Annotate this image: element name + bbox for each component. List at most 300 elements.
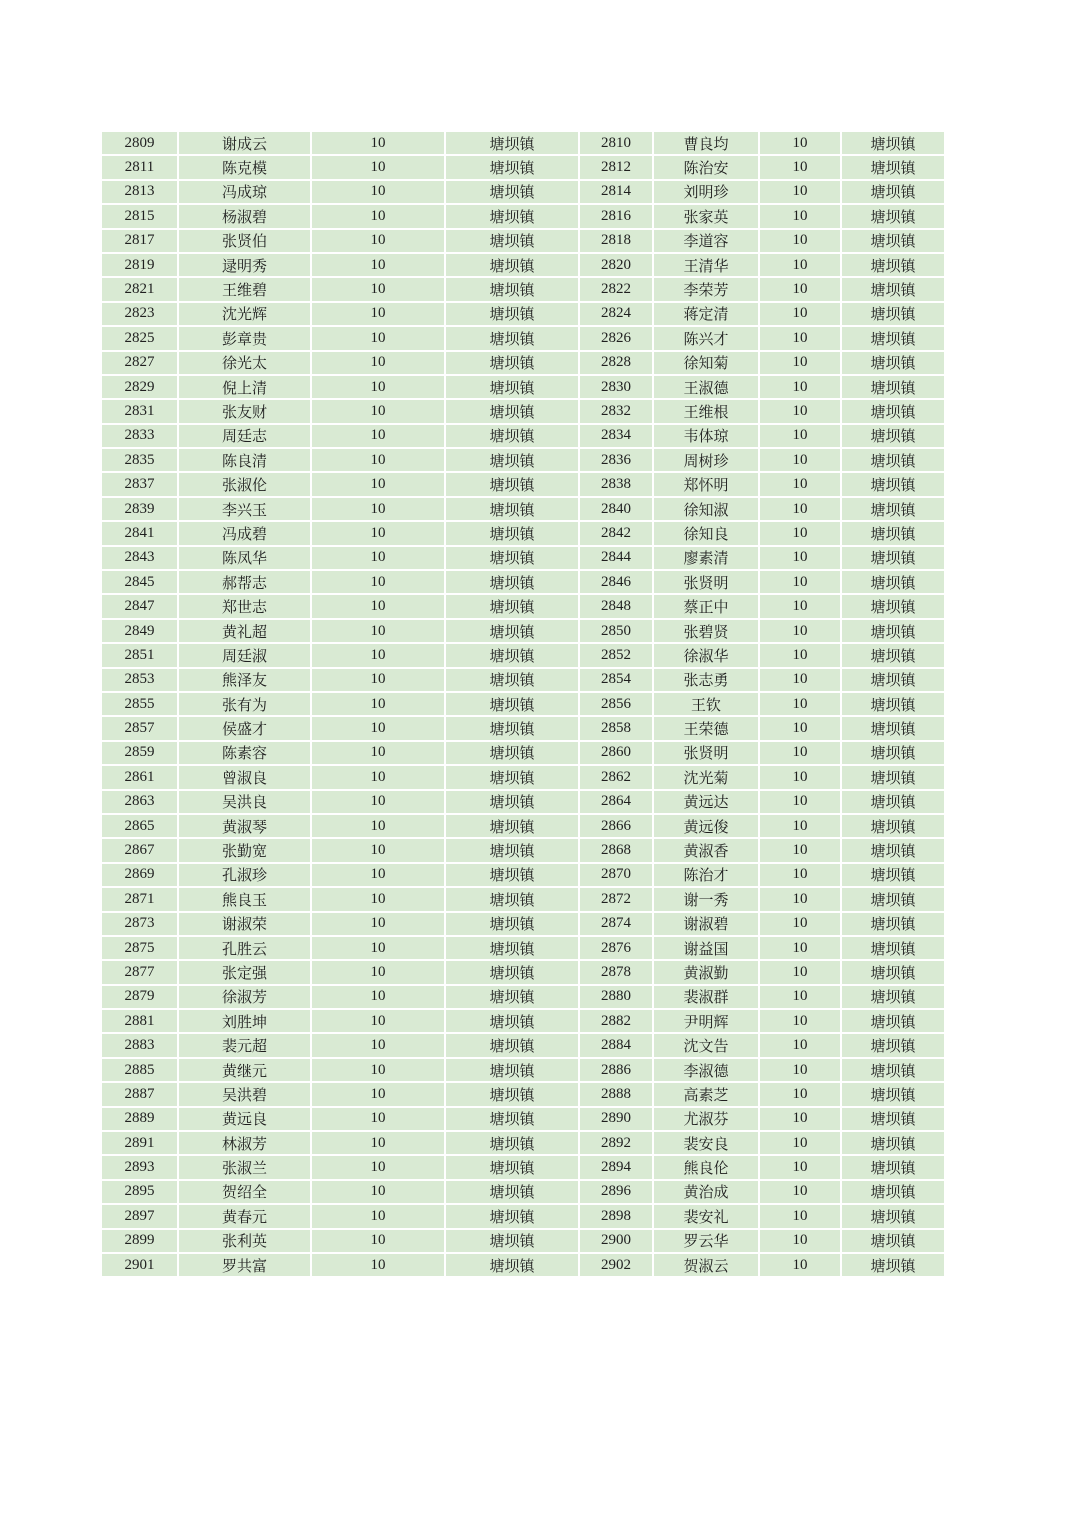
cell-id: 2881: [101, 1009, 178, 1033]
cell-town: 塘坝镇: [841, 716, 945, 740]
table-row: [101, 594, 945, 618]
cell-name: 黄淑琴: [178, 814, 311, 838]
cell-id: 2823: [101, 302, 178, 326]
table-row: [101, 643, 945, 667]
cell-id: 2844: [579, 546, 653, 570]
cell-score: 10: [311, 351, 445, 375]
cell-name: 熊泽友: [178, 668, 311, 692]
table-row: [101, 399, 945, 423]
cell-town: 塘坝镇: [841, 814, 945, 838]
cell-town: 塘坝镇: [445, 1253, 579, 1277]
cell-id: 2876: [579, 936, 653, 960]
cell-score: 10: [759, 326, 841, 350]
cell-id: 2831: [101, 399, 178, 423]
cell-id: 2874: [579, 912, 653, 936]
cell-town: 塘坝镇: [841, 1180, 945, 1204]
table-row: [101, 229, 945, 253]
cell-name: 徐知良: [653, 521, 759, 545]
cell-name: 徐知淑: [653, 497, 759, 521]
cell-id: 2883: [101, 1033, 178, 1057]
cell-town: 塘坝镇: [445, 424, 579, 448]
cell-town: 塘坝镇: [445, 985, 579, 1009]
cell-score: 10: [759, 399, 841, 423]
table-row: [101, 375, 945, 399]
cell-score: 10: [311, 1033, 445, 1057]
cell-town: 塘坝镇: [841, 1009, 945, 1033]
cell-town: 塘坝镇: [445, 253, 579, 277]
cell-id: 2845: [101, 570, 178, 594]
cell-id: 2898: [579, 1204, 653, 1228]
cell-town: 塘坝镇: [445, 887, 579, 911]
cell-name: 李兴玉: [178, 497, 311, 521]
table-row: [101, 302, 945, 326]
table-row: [101, 814, 945, 838]
cell-score: 10: [311, 1180, 445, 1204]
cell-id: 2814: [579, 180, 653, 204]
cell-score: 10: [759, 131, 841, 155]
cell-id: 2830: [579, 375, 653, 399]
cell-town: 塘坝镇: [445, 180, 579, 204]
cell-score: 10: [311, 960, 445, 984]
cell-town: 塘坝镇: [445, 1155, 579, 1179]
cell-town: 塘坝镇: [841, 277, 945, 301]
cell-town: 塘坝镇: [841, 1131, 945, 1155]
cell-score: 10: [759, 351, 841, 375]
cell-town: 塘坝镇: [841, 229, 945, 253]
cell-score: 10: [311, 668, 445, 692]
table-row: [101, 326, 945, 350]
cell-name: 孔淑珍: [178, 863, 311, 887]
cell-town: 塘坝镇: [445, 1180, 579, 1204]
cell-name: 冯成碧: [178, 521, 311, 545]
table-row: [101, 546, 945, 570]
cell-id: 2848: [579, 594, 653, 618]
cell-town: 塘坝镇: [841, 326, 945, 350]
cell-id: 2851: [101, 643, 178, 667]
cell-id: 2862: [579, 765, 653, 789]
cell-town: 塘坝镇: [445, 692, 579, 716]
cell-name: 张贤明: [653, 570, 759, 594]
cell-name: 曹良均: [653, 131, 759, 155]
table-row: [101, 1107, 945, 1131]
cell-id: 2854: [579, 668, 653, 692]
cell-id: 2846: [579, 570, 653, 594]
cell-town: 塘坝镇: [445, 912, 579, 936]
cell-score: 10: [759, 497, 841, 521]
cell-score: 10: [311, 229, 445, 253]
table-row: [101, 570, 945, 594]
cell-id: 2836: [579, 448, 653, 472]
cell-id: 2891: [101, 1131, 178, 1155]
cell-id: 2870: [579, 863, 653, 887]
cell-town: 塘坝镇: [445, 814, 579, 838]
cell-name: 熊良伦: [653, 1155, 759, 1179]
table-row: [101, 912, 945, 936]
cell-town: 塘坝镇: [841, 1229, 945, 1253]
cell-id: 2842: [579, 521, 653, 545]
cell-name: 张贤伯: [178, 229, 311, 253]
cell-name: 张碧贤: [653, 619, 759, 643]
cell-score: 10: [311, 204, 445, 228]
cell-id: 2815: [101, 204, 178, 228]
cell-id: 2877: [101, 960, 178, 984]
cell-town: 塘坝镇: [841, 180, 945, 204]
cell-name: 罗共富: [178, 1253, 311, 1277]
cell-id: 2861: [101, 765, 178, 789]
table-row: [101, 1009, 945, 1033]
cell-name: 尹明辉: [653, 1009, 759, 1033]
cell-name: 罗云华: [653, 1229, 759, 1253]
cell-name: 陈兴才: [653, 326, 759, 350]
cell-town: 塘坝镇: [841, 741, 945, 765]
cell-id: 2829: [101, 375, 178, 399]
cell-town: 塘坝镇: [445, 131, 579, 155]
cell-town: 塘坝镇: [445, 546, 579, 570]
cell-id: 2809: [101, 131, 178, 155]
table-row: [101, 1204, 945, 1228]
cell-id: 2852: [579, 643, 653, 667]
cell-id: 2821: [101, 277, 178, 301]
cell-score: 10: [759, 546, 841, 570]
cell-score: 10: [759, 619, 841, 643]
cell-id: 2885: [101, 1058, 178, 1082]
cell-score: 10: [311, 912, 445, 936]
cell-town: 塘坝镇: [841, 497, 945, 521]
cell-town: 塘坝镇: [445, 521, 579, 545]
cell-town: 塘坝镇: [841, 375, 945, 399]
cell-score: 10: [759, 570, 841, 594]
cell-id: 2824: [579, 302, 653, 326]
cell-town: 塘坝镇: [841, 1082, 945, 1106]
cell-id: 2864: [579, 790, 653, 814]
table-row: [101, 1229, 945, 1253]
cell-score: 10: [759, 1009, 841, 1033]
cell-id: 2880: [579, 985, 653, 1009]
table-row: [101, 472, 945, 496]
cell-town: 塘坝镇: [841, 1058, 945, 1082]
cell-name: 周廷志: [178, 424, 311, 448]
cell-town: 塘坝镇: [445, 375, 579, 399]
cell-id: 2835: [101, 448, 178, 472]
cell-name: 郑怀明: [653, 472, 759, 496]
cell-town: 塘坝镇: [841, 619, 945, 643]
cell-score: 10: [759, 643, 841, 667]
cell-name: 郝帮志: [178, 570, 311, 594]
cell-score: 10: [759, 472, 841, 496]
cell-id: 2838: [579, 472, 653, 496]
table-row: [101, 619, 945, 643]
cell-score: 10: [311, 863, 445, 887]
cell-town: 塘坝镇: [841, 936, 945, 960]
table-row: [101, 790, 945, 814]
cell-name: 韦体琼: [653, 424, 759, 448]
cell-id: 2902: [579, 1253, 653, 1277]
cell-town: 塘坝镇: [841, 253, 945, 277]
cell-name: 郑世志: [178, 594, 311, 618]
cell-score: 10: [759, 936, 841, 960]
cell-name: 周廷淑: [178, 643, 311, 667]
cell-name: 李淑德: [653, 1058, 759, 1082]
cell-id: 2825: [101, 326, 178, 350]
cell-id: 2869: [101, 863, 178, 887]
cell-id: 2855: [101, 692, 178, 716]
cell-id: 2841: [101, 521, 178, 545]
cell-score: 10: [311, 570, 445, 594]
cell-score: 10: [311, 1058, 445, 1082]
cell-id: 2886: [579, 1058, 653, 1082]
cell-town: 塘坝镇: [841, 790, 945, 814]
cell-town: 塘坝镇: [445, 351, 579, 375]
cell-score: 10: [311, 253, 445, 277]
cell-name: 王钦: [653, 692, 759, 716]
table-row: [101, 351, 945, 375]
cell-id: 2900: [579, 1229, 653, 1253]
cell-name: 裴元超: [178, 1033, 311, 1057]
cell-town: 塘坝镇: [445, 716, 579, 740]
cell-id: 2832: [579, 399, 653, 423]
cell-score: 10: [311, 1155, 445, 1179]
cell-town: 塘坝镇: [841, 643, 945, 667]
cell-name: 贺绍全: [178, 1180, 311, 1204]
cell-town: 塘坝镇: [841, 399, 945, 423]
cell-id: 2859: [101, 741, 178, 765]
cell-name: 王维根: [653, 399, 759, 423]
cell-score: 10: [759, 521, 841, 545]
cell-id: 2834: [579, 424, 653, 448]
cell-name: 谢淑荣: [178, 912, 311, 936]
cell-town: 塘坝镇: [841, 521, 945, 545]
cell-score: 10: [311, 887, 445, 911]
cell-name: 张贤明: [653, 741, 759, 765]
table-row: [101, 985, 945, 1009]
cell-name: 刘明珍: [653, 180, 759, 204]
cell-score: 10: [759, 1155, 841, 1179]
table-row: [101, 1253, 945, 1277]
cell-name: 谢益国: [653, 936, 759, 960]
cell-town: 塘坝镇: [445, 1033, 579, 1057]
cell-town: 塘坝镇: [841, 131, 945, 155]
cell-town: 塘坝镇: [841, 448, 945, 472]
cell-score: 10: [759, 1180, 841, 1204]
cell-name: 吴洪良: [178, 790, 311, 814]
cell-score: 10: [759, 1107, 841, 1131]
cell-name: 张志勇: [653, 668, 759, 692]
cell-town: 塘坝镇: [841, 912, 945, 936]
cell-name: 黄远达: [653, 790, 759, 814]
cell-score: 10: [311, 326, 445, 350]
cell-score: 10: [311, 619, 445, 643]
cell-id: 2820: [579, 253, 653, 277]
cell-name: 张友财: [178, 399, 311, 423]
cell-town: 塘坝镇: [445, 936, 579, 960]
cell-name: 侯盛才: [178, 716, 311, 740]
cell-name: 沈光菊: [653, 765, 759, 789]
cell-id: 2843: [101, 546, 178, 570]
cell-town: 塘坝镇: [841, 351, 945, 375]
cell-id: 2863: [101, 790, 178, 814]
cell-id: 2866: [579, 814, 653, 838]
cell-id: 2889: [101, 1107, 178, 1131]
cell-score: 10: [311, 985, 445, 1009]
cell-id: 2858: [579, 716, 653, 740]
cell-name: 张淑伦: [178, 472, 311, 496]
cell-town: 塘坝镇: [445, 668, 579, 692]
cell-name: 谢成云: [178, 131, 311, 155]
cell-town: 塘坝镇: [445, 204, 579, 228]
cell-score: 10: [311, 716, 445, 740]
cell-name: 杨淑碧: [178, 204, 311, 228]
cell-score: 10: [759, 1131, 841, 1155]
cell-id: 2813: [101, 180, 178, 204]
cell-id: 2811: [101, 155, 178, 179]
cell-name: 熊良玉: [178, 887, 311, 911]
cell-town: 塘坝镇: [445, 277, 579, 301]
table-row: [101, 1082, 945, 1106]
cell-id: 2884: [579, 1033, 653, 1057]
cell-score: 10: [311, 1204, 445, 1228]
cell-town: 塘坝镇: [445, 619, 579, 643]
cell-town: 塘坝镇: [841, 204, 945, 228]
table-row: [101, 960, 945, 984]
cell-name: 逯明秀: [178, 253, 311, 277]
cell-id: 2893: [101, 1155, 178, 1179]
cell-name: 徐知菊: [653, 351, 759, 375]
cell-id: 2860: [579, 741, 653, 765]
cell-town: 塘坝镇: [445, 1058, 579, 1082]
table-row: [101, 838, 945, 862]
cell-id: 2849: [101, 619, 178, 643]
cell-town: 塘坝镇: [841, 424, 945, 448]
cell-town: 塘坝镇: [841, 960, 945, 984]
cell-name: 林淑芳: [178, 1131, 311, 1155]
cell-score: 10: [759, 375, 841, 399]
cell-name: 冯成琼: [178, 180, 311, 204]
cell-name: 贺淑云: [653, 1253, 759, 1277]
cell-town: 塘坝镇: [841, 546, 945, 570]
cell-score: 10: [311, 594, 445, 618]
cell-score: 10: [311, 180, 445, 204]
cell-town: 塘坝镇: [445, 326, 579, 350]
cell-town: 塘坝镇: [445, 1229, 579, 1253]
cell-town: 塘坝镇: [445, 302, 579, 326]
table-row: [101, 692, 945, 716]
cell-town: 塘坝镇: [445, 1082, 579, 1106]
cell-score: 10: [311, 1082, 445, 1106]
cell-town: 塘坝镇: [445, 155, 579, 179]
table-row: [101, 741, 945, 765]
cell-id: 2878: [579, 960, 653, 984]
cell-score: 10: [759, 838, 841, 862]
cell-name: 裴安礼: [653, 1204, 759, 1228]
cell-score: 10: [759, 741, 841, 765]
cell-town: 塘坝镇: [841, 668, 945, 692]
cell-name: 蔡正中: [653, 594, 759, 618]
cell-name: 倪上清: [178, 375, 311, 399]
cell-score: 10: [311, 692, 445, 716]
cell-name: 王维碧: [178, 277, 311, 301]
cell-name: 徐淑芳: [178, 985, 311, 1009]
cell-id: 2810: [579, 131, 653, 155]
table-row: [101, 277, 945, 301]
cell-town: 塘坝镇: [445, 838, 579, 862]
cell-name: 沈光辉: [178, 302, 311, 326]
cell-town: 塘坝镇: [445, 497, 579, 521]
cell-id: 2856: [579, 692, 653, 716]
cell-town: 塘坝镇: [445, 1009, 579, 1033]
cell-id: 2837: [101, 472, 178, 496]
table-row: [101, 765, 945, 789]
cell-id: 2896: [579, 1180, 653, 1204]
table-row: [101, 1155, 945, 1179]
cell-score: 10: [759, 716, 841, 740]
table-row: [101, 1131, 945, 1155]
table-row: [101, 180, 945, 204]
cell-score: 10: [311, 277, 445, 301]
cell-score: 10: [311, 497, 445, 521]
cell-score: 10: [311, 1253, 445, 1277]
cell-id: 2888: [579, 1082, 653, 1106]
table-row: [101, 716, 945, 740]
cell-score: 10: [759, 1204, 841, 1228]
cell-name: 尤淑芬: [653, 1107, 759, 1131]
cell-score: 10: [759, 204, 841, 228]
cell-id: 2857: [101, 716, 178, 740]
cell-name: 陈治安: [653, 155, 759, 179]
cell-id: 2828: [579, 351, 653, 375]
table-row: [101, 1033, 945, 1057]
cell-name: 陈凤华: [178, 546, 311, 570]
table-row: [101, 863, 945, 887]
cell-name: 黄淑勤: [653, 960, 759, 984]
cell-score: 10: [759, 448, 841, 472]
cell-id: 2827: [101, 351, 178, 375]
table-row: [101, 155, 945, 179]
cell-name: 陈良清: [178, 448, 311, 472]
table-row: [101, 448, 945, 472]
cell-score: 10: [311, 643, 445, 667]
cell-town: 塘坝镇: [841, 570, 945, 594]
cell-id: 2873: [101, 912, 178, 936]
roster-sheet: [100, 130, 946, 1278]
cell-score: 10: [759, 814, 841, 838]
cell-score: 10: [759, 424, 841, 448]
cell-name: 王清华: [653, 253, 759, 277]
table-row: [101, 497, 945, 521]
cell-score: 10: [311, 1229, 445, 1253]
table-row: [101, 424, 945, 448]
cell-score: 10: [311, 814, 445, 838]
cell-id: 2872: [579, 887, 653, 911]
cell-score: 10: [311, 399, 445, 423]
cell-id: 2865: [101, 814, 178, 838]
cell-id: 2894: [579, 1155, 653, 1179]
cell-score: 10: [759, 229, 841, 253]
cell-name: 李荣芳: [653, 277, 759, 301]
cell-name: 孔胜云: [178, 936, 311, 960]
cell-id: 2853: [101, 668, 178, 692]
cell-town: 塘坝镇: [445, 448, 579, 472]
cell-score: 10: [311, 448, 445, 472]
cell-name: 吴洪碧: [178, 1082, 311, 1106]
cell-id: 2819: [101, 253, 178, 277]
cell-score: 10: [759, 302, 841, 326]
cell-name: 王淑德: [653, 375, 759, 399]
cell-id: 2816: [579, 204, 653, 228]
cell-name: 黄淑香: [653, 838, 759, 862]
cell-score: 10: [759, 912, 841, 936]
cell-name: 谢淑碧: [653, 912, 759, 936]
cell-id: 2890: [579, 1107, 653, 1131]
